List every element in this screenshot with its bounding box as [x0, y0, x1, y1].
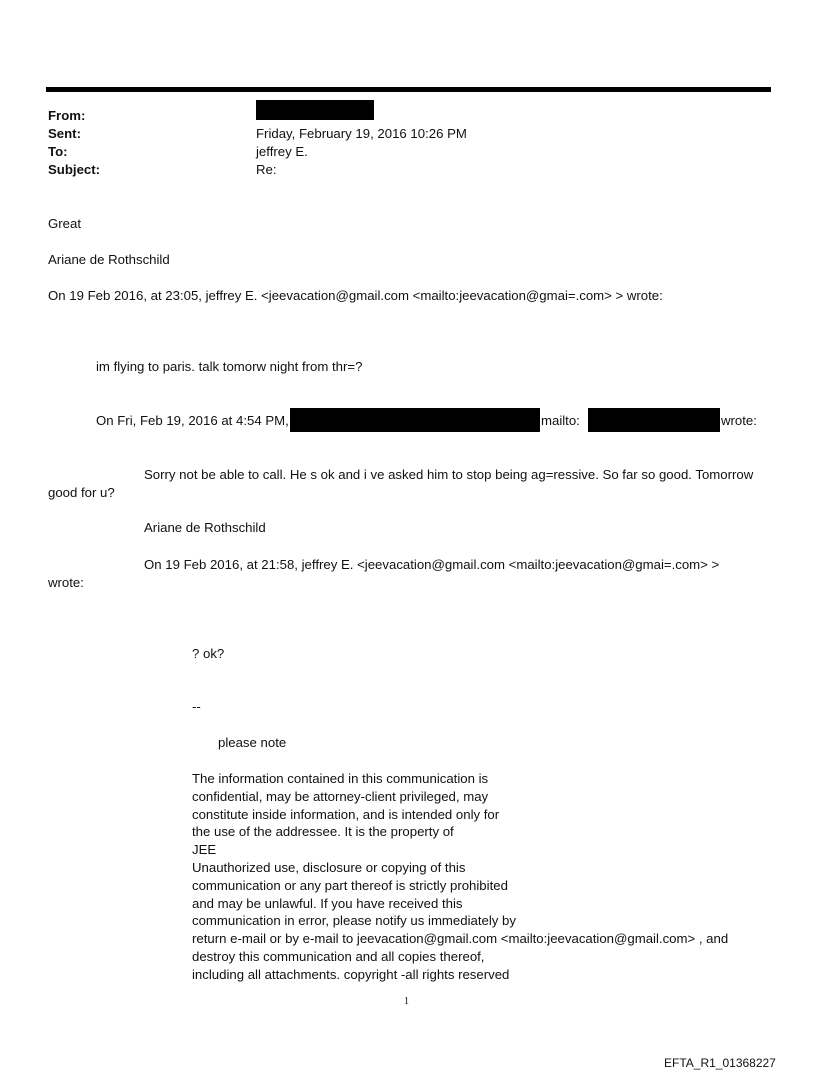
quote-text-2-line1: Sorry not be able to call. He s ok and i ve asked him to stop being ag=ressive. So far so good. Tomorrow — [144, 467, 754, 482]
redaction-from — [256, 100, 374, 120]
disclaimer-line: confidential, may be attorney-client privileged, may — [192, 788, 489, 804]
to-label: To: — [48, 144, 68, 159]
disclaimer-line: destroy this communication and all copies thereof, — [192, 948, 485, 964]
redaction-sender-email — [588, 408, 720, 432]
redaction-sender-name — [290, 408, 540, 432]
header-rule — [46, 87, 771, 92]
quote-text-1: im flying to paris. talk tomorw night from thr=? — [96, 359, 363, 374]
quote-text-3: ? ok? — [192, 646, 225, 661]
body-line-great: Great — [48, 216, 81, 231]
disclaimer-line: the use of the addressee. It is the property of — [192, 824, 454, 840]
disclaimer-line: The information contained in this communication is — [192, 771, 489, 786]
signature-separator: -- — [192, 699, 201, 714]
disclaimer-line: and may be unlawful. If you have received this — [192, 895, 463, 911]
disclaimer-line: communication in error, please notify us immediately by — [192, 913, 516, 929]
sent-value: Friday, February 19, 2016 10:26 PM — [256, 126, 467, 141]
subject-value: Re: — [256, 162, 277, 177]
quote-header-2-prefix: On Fri, Feb 19, 2016 at 4:54 PM, — [96, 413, 289, 428]
quote-header-1: On 19 Feb 2016, at 23:05, jeffrey E. <jeevacation@gmail.com <mailto:jeevacation@gmai=.com> > wrote: — [48, 288, 663, 303]
quote-header-3-line2: wrote: — [48, 575, 84, 590]
page-number: 1 — [404, 996, 409, 1007]
subject-label: Subject: — [48, 162, 101, 177]
disclaimer-line: return e-mail or by e-mail to jeevacation@gmail.com <mailto:jeevacation@gmail.com> , and — [192, 931, 729, 947]
disclaimer-line: communication or any part thereof is strictly prohibited — [192, 877, 508, 893]
quote-header-3-line1: On 19 Feb 2016, at 21:58, jeffrey E. <jeevacation@gmail.com <mailto:jeevacation@gmai=.com> > — [144, 557, 720, 572]
disclaimer-line: including all attachments. copyright -all rights reserved — [192, 966, 510, 982]
disclaimer-line: Unauthorized use, disclosure or copying of this — [192, 859, 466, 875]
bates-number: EFTA_R1_01368227 — [664, 1056, 776, 1070]
signature: Ariane de Rothschild — [48, 252, 170, 267]
sent-label: Sent: — [48, 126, 81, 141]
disclaimer — [192, 770, 728, 984]
please-note: please note — [218, 735, 287, 750]
quote-header-2-wrote: wrote: — [721, 413, 757, 428]
to-value: jeffrey E. — [256, 144, 308, 159]
disclaimer-line: JEE — [192, 842, 217, 858]
disclaimer-line: constitute inside information, and is intended only for — [192, 806, 500, 822]
from-label: From: — [48, 108, 86, 123]
quote-header-2-mailto: mailto: — [541, 413, 580, 428]
quote-text-2-line2: good for u? — [48, 485, 115, 500]
signature-2: Ariane de Rothschild — [144, 520, 266, 535]
